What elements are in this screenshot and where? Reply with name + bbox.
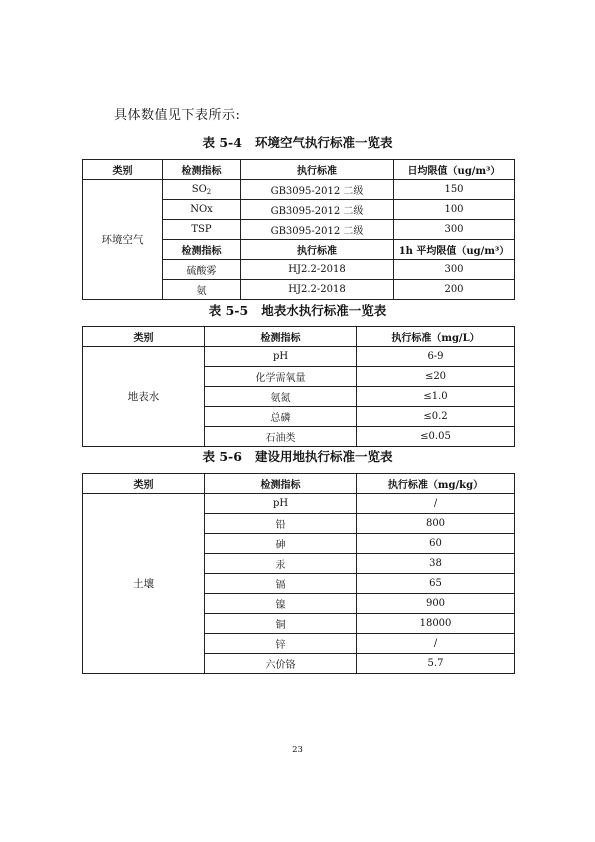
value-cell: 150 [394, 180, 515, 200]
indicator-cell: 铜 [205, 614, 357, 634]
value-cell: 100 [394, 200, 515, 220]
indicator-cell: 硫酸雾 [163, 260, 241, 280]
indicator-cell: pH [205, 494, 357, 514]
indicator-cell: 铅 [205, 514, 357, 534]
value-cell: 300 [394, 220, 515, 240]
standard-cell: GB3095-2012 二级 [241, 180, 394, 200]
header-standard: 执行标准（mg/L） [357, 327, 515, 347]
standard-cell: GB3095-2012 二级 [241, 220, 394, 240]
table-header-row [83, 474, 515, 494]
header-indicator: 检测指标 [163, 160, 241, 180]
indicator-cell: 总磷 [205, 407, 357, 427]
value-cell: / [357, 494, 515, 514]
table-header-row [83, 327, 515, 347]
value-cell: ≤0.2 [357, 407, 515, 427]
header-standard: 执行标准 [241, 160, 394, 180]
header-category: 类别 [83, 160, 163, 180]
table-header-row [83, 160, 515, 180]
standard-cell: GB3095-2012 二级 [241, 200, 394, 220]
header-standard: 执行标准（mg/kg） [357, 474, 515, 494]
table-5-6-caption: 表 5-6 建设用地执行标准一览表 [202, 449, 393, 464]
value-cell: 65 [357, 574, 515, 594]
indicator-cell: 砷 [205, 534, 357, 554]
indicator-cell: 汞 [205, 554, 357, 574]
indicator-cell: pH [205, 347, 357, 367]
standard-cell: HJ2.2-2018 [241, 280, 394, 300]
table-row [83, 180, 515, 200]
value-cell: 18000 [357, 614, 515, 634]
so2-subscript: 2 [206, 187, 212, 196]
indicator-cell: 镍 [205, 594, 357, 614]
value-cell: ≤20 [357, 367, 515, 387]
intro-text: 具体数值见下表所示: [114, 108, 241, 123]
value-cell: 6-9 [357, 347, 515, 367]
indicator-cell: 氨氮 [205, 387, 357, 407]
value-cell: 900 [357, 594, 515, 614]
subheader-indicator: 检测指标 [163, 240, 241, 260]
so2-main: SO [191, 183, 207, 195]
standard-cell: HJ2.2-2018 [241, 260, 394, 280]
indicator-cell: 石油类 [205, 427, 357, 447]
indicator-cell: 氨 [163, 280, 241, 300]
value-cell: 800 [357, 514, 515, 534]
indicator-cell: 化学需氧量 [205, 367, 357, 387]
header-daily-limit: 日均限值（ug/m³） [394, 160, 515, 180]
table-5-5-caption: 表 5-5 地表水执行标准一览表 [208, 303, 387, 318]
header-indicator: 检测指标 [205, 474, 357, 494]
table-5-4-caption: 表 5-4 环境空气执行标准一览表 [202, 135, 393, 150]
table-5-5 [82, 326, 515, 447]
value-cell: ≤0.05 [357, 427, 515, 447]
category-cell: 地表水 [83, 347, 205, 447]
table-row [83, 494, 515, 514]
value-cell: ≤1.0 [357, 387, 515, 407]
indicator-cell: 六价铬 [205, 654, 357, 674]
category-cell: 环境空气 [83, 180, 163, 300]
value-cell: 200 [394, 280, 515, 300]
header-indicator: 检测指标 [205, 327, 357, 347]
value-cell: 300 [394, 260, 515, 280]
value-cell: 5.7 [357, 654, 515, 674]
table-5-4 [82, 159, 515, 300]
subheader-standard: 执行标准 [241, 240, 394, 260]
value-cell: 60 [357, 534, 515, 554]
header-category: 类别 [83, 474, 205, 494]
table-5-6 [82, 473, 515, 674]
indicator-cell: 镉 [205, 574, 357, 594]
indicator-cell: TSP [163, 220, 241, 240]
page-number: 23 [292, 745, 303, 755]
value-cell: 38 [357, 554, 515, 574]
value-cell: / [357, 634, 515, 654]
indicator-cell [163, 180, 241, 200]
category-cell: 土壤 [83, 494, 205, 674]
indicator-cell: 锌 [205, 634, 357, 654]
subheader-hourly-limit: 1h 平均限值（ug/m³） [394, 240, 515, 260]
header-category: 类别 [83, 327, 205, 347]
table-row [83, 347, 515, 367]
indicator-cell: NOx [163, 200, 241, 220]
